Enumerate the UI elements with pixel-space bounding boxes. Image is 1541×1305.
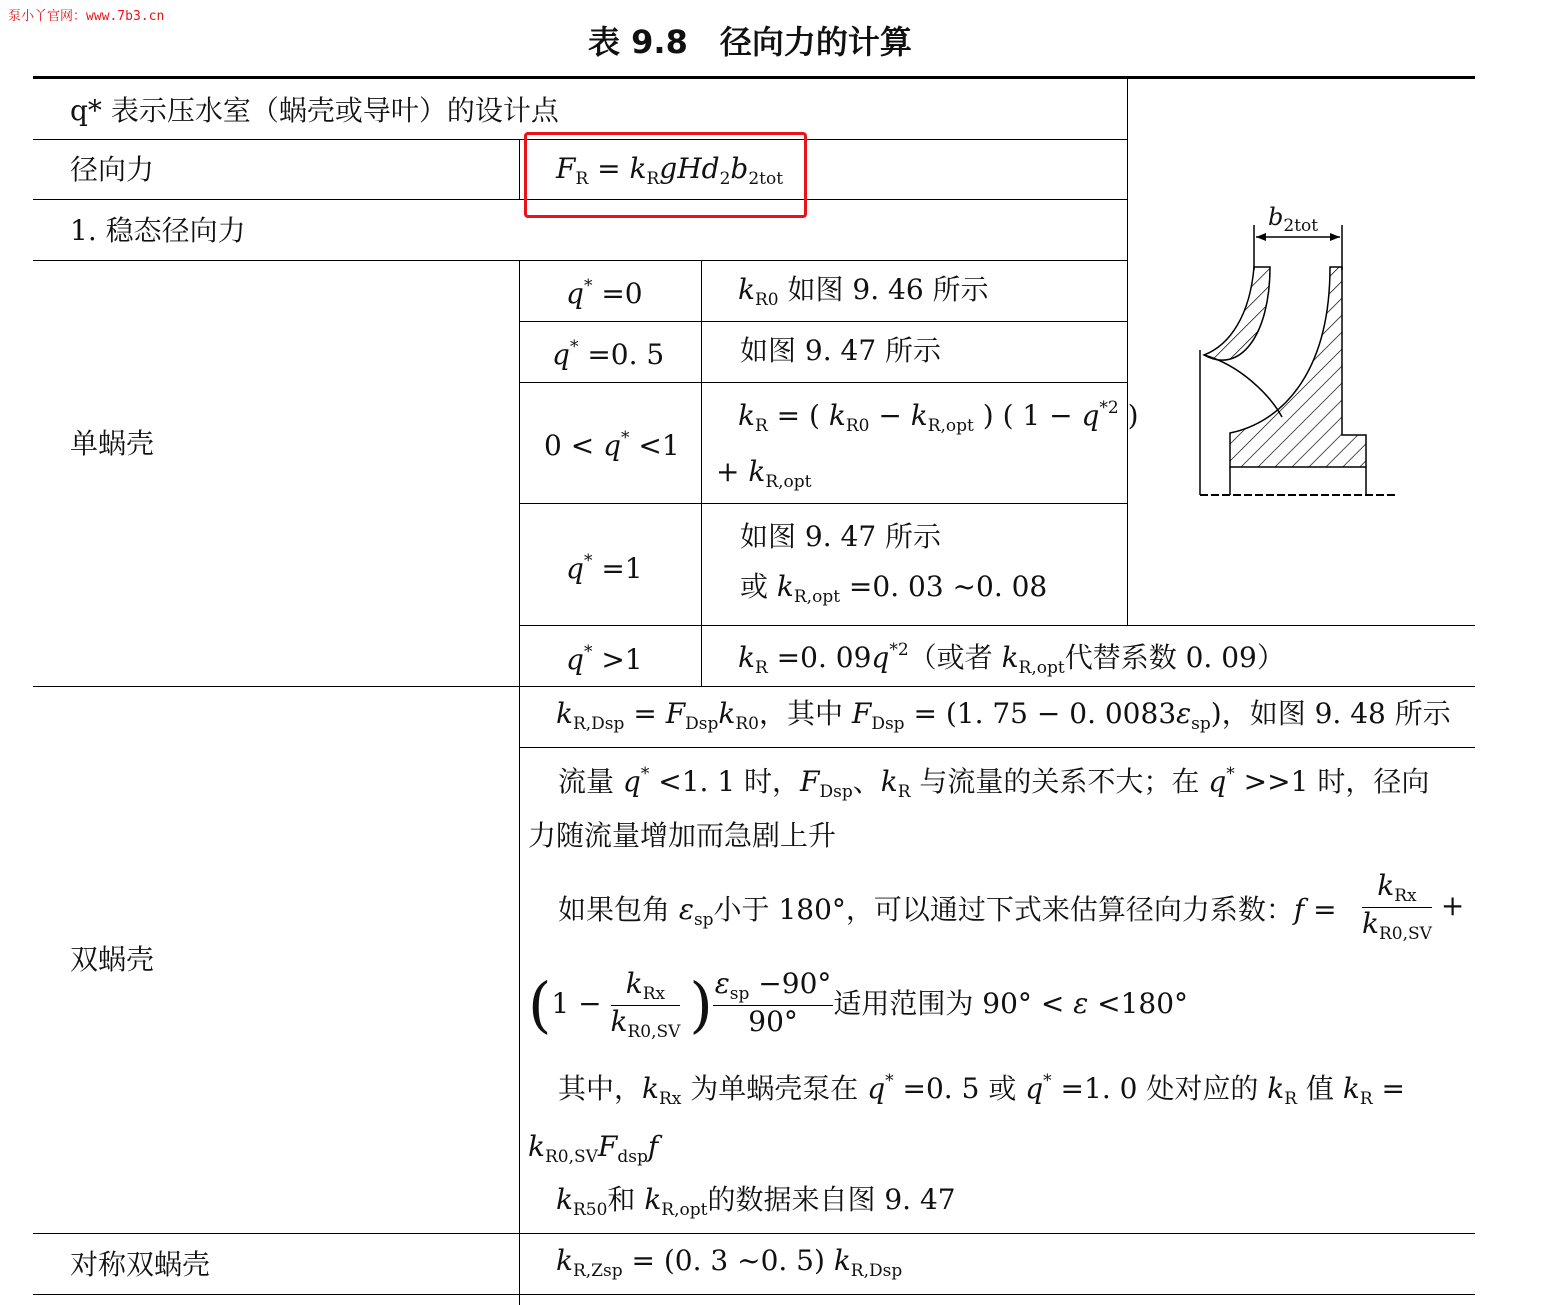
- watermark: 泵小丫官网：www.7b3.cn: [8, 9, 165, 24]
- rule-8: [33, 686, 1475, 687]
- value-q05: 如图 9. 47 所示: [740, 334, 942, 367]
- symmetric-volute-value: $k_{R,Zsp} = (0$. 3 ~0. 5) $k_{R,Dsp}$: [556, 1244, 903, 1281]
- rule-3: [33, 260, 1127, 261]
- double-line1: $k_{R,Dsp} = F_{Dsp}k_{R0}$，其中 $F_{Dsp} = (1$. 75 − 0. $0083\varepsilon_{sp}$)，如图 9. 48 所示: [556, 697, 1451, 734]
- value-q-between-2: + $k_{R,opt}$: [716, 455, 812, 492]
- double-frac-1: $\frac{k_{Rx}}{k_{R0,SV}}$ +: [1362, 869, 1465, 944]
- cond-q-between: 0 < q* <1: [544, 428, 680, 462]
- impeller-figure: [1190, 195, 1410, 505]
- double-para3-a: 其中，$k_{Rx}$ 为单蜗壳泵在 q* =0. 5 或 q* =1. 0 处对应的 $k_R$ 值 $k_R$ =: [558, 1071, 1405, 1109]
- rule-5: [519, 382, 1127, 383]
- cond-q0: q* =0: [566, 276, 643, 310]
- highlight-box: [524, 132, 807, 218]
- row-definition: q* 表示压水室（蜗壳或导叶）的设计点: [70, 94, 559, 127]
- value-q-between-1: $k_R$ = ( $k_{R0} - k_{R,opt}$ ) ( $1 - q^{*2}$ ): [738, 398, 1139, 436]
- single-volute-label: 单蜗壳: [70, 427, 155, 460]
- row-radial-label: 径向力: [70, 153, 155, 186]
- top-rule: [33, 76, 1475, 79]
- double-para2-a: 如果包角 $\varepsilon_{sp}$小于 180°，可以通过下式来估算径向力系数：f =: [558, 893, 1337, 930]
- double-para1-b: 力随流量增加而急剧上升: [528, 819, 837, 852]
- cond-q1: q* =1: [566, 551, 643, 585]
- rule-9: [519, 747, 1475, 748]
- value-q1-2: 或 $k_{R,opt} =0$. 03 ~0. 08: [740, 570, 1048, 607]
- rule-4: [519, 321, 1127, 322]
- double-para1-a: 流量 q* <1. 1 时，$F_{Dsp}$、$k_R$ 与流量的关系不大；在 q* >>1 时，径向: [558, 764, 1430, 802]
- vline-main-2: [519, 260, 520, 1305]
- double-para4: $k_{R50}$和 $k_{R,opt}$的数据来自图 9. 47: [556, 1183, 956, 1220]
- value-q1-1: 如图 9. 47 所示: [740, 520, 942, 553]
- cond-q05: q* =0. 5: [552, 337, 665, 371]
- rule-11: [33, 1294, 1475, 1295]
- table-title: 表 9.8 径向力的计算: [588, 23, 912, 61]
- rule-10: [33, 1233, 1475, 1234]
- double-para3-b: $k_{R0,SV}F_{dsp}f$: [528, 1130, 659, 1167]
- rule-6: [519, 503, 1127, 504]
- symmetric-volute-label: 对称双蜗壳: [70, 1248, 211, 1281]
- double-formula-2: (1 − $\frac{k_{Rx}}{k_{R0,SV}}$ ) $\frac{\varepsilon_{sp} -90^\circ}{90^\circ}$ 适用范围为 90° < ε <180°: [528, 967, 1189, 1042]
- value-q-gt1: $k_R =0$. $09q^{*2}$（或者 $k_{R,opt}$代替系数 0. 09）: [738, 640, 1285, 678]
- row-steady: 1. 稳态径向力: [70, 214, 246, 247]
- figure-label: $b_{2tot}$: [1268, 203, 1319, 236]
- radial-formula: $F_R = k_RgHd_2b_{2tot}$: [556, 152, 784, 189]
- cond-q-gt1: q* >1: [566, 642, 643, 676]
- vline-figure: [1127, 79, 1128, 625]
- double-volute-label: 双蜗壳: [70, 943, 155, 976]
- vline-cond: [701, 260, 702, 686]
- value-q0: $k_{R0}$ 如图 9. 46 所示: [738, 273, 989, 310]
- rule-7: [519, 625, 1475, 626]
- vline-main: [519, 139, 520, 199]
